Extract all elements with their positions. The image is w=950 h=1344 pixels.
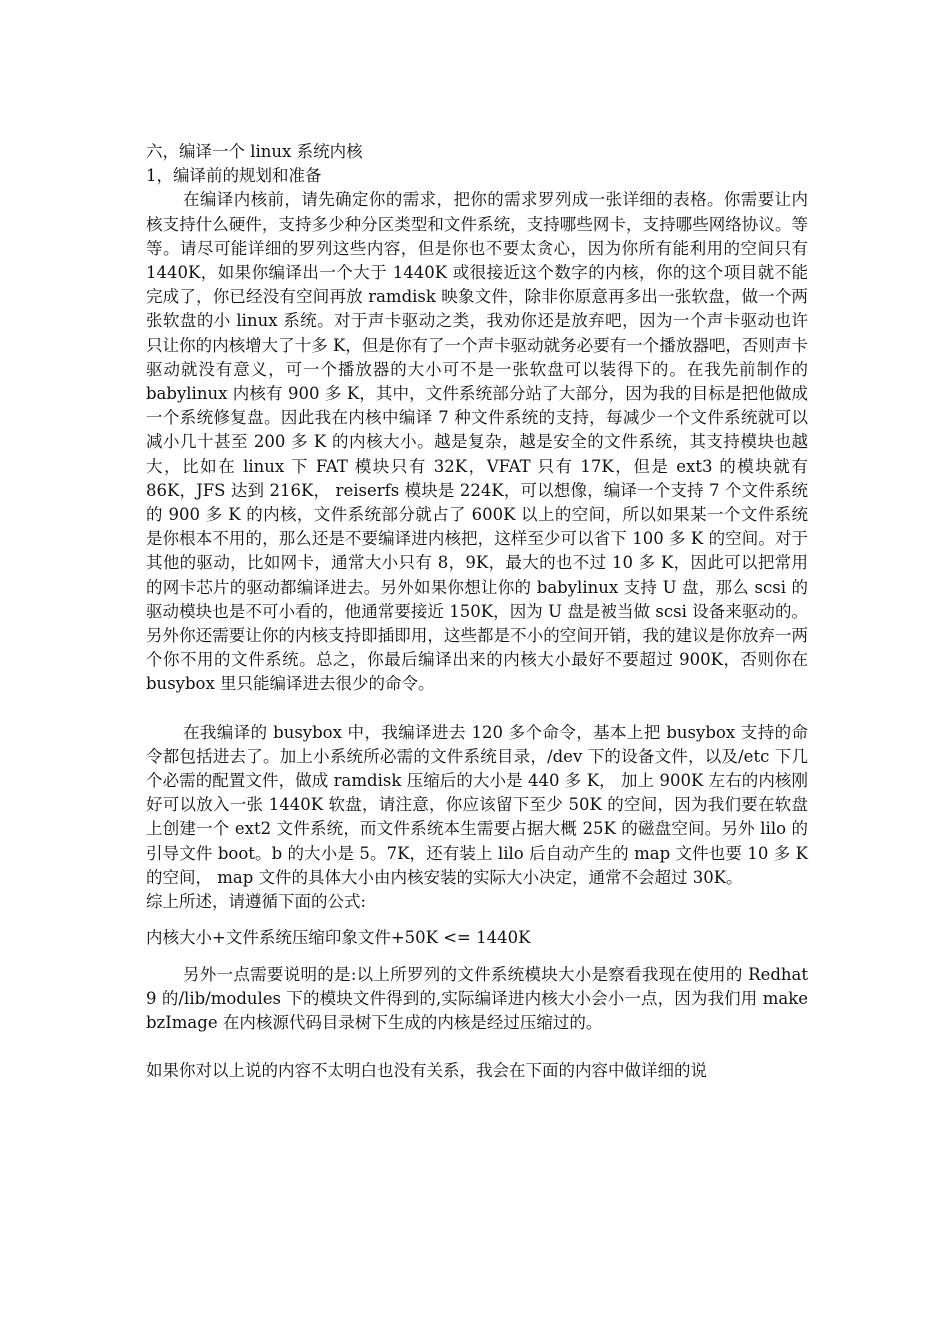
paragraph-busybox: 在我编译的 busybox 中，我编译进去 120 多个命令，基本上把 busybox 支持的命令都包括进去了。加上小系统所必需的文件系统目录，/dev 下的设备文件，以及/etc 下几个必需的配置文件，做成 ramdisk 压缩后的大小是 440 多 K， 加上 900K 左右的内核刚好可以放入一张 1440K 软盘，请注意，你应该留下至少 50K 的空间，因为我们要在软盘上创建一个 ext2 文件系统，而文件系统本生需要占据大概 25K 的磁盘空间。另外 lilo 的引导文件 boot。b 的大小是 5。7K，还有装上 lilo 后自动产生的 map 文件也要 10 多 K 的空间， map 文件的具体大小由内核安装的实际大小决定，通常不会超过 30K。 — [146, 722, 808, 887]
paragraph-planning: 在编译内核前，请先确定你的需求，把你的需求罗列成一张详细的表格。你需要让内核支持什么硬件，支持多少种分区类型和文件系统，支持哪些网卡，支持哪些网络协议。等等。请尽可能详细的罗列这些内容，但是你也不要太贪心，因为你所有能利用的空间只有 1440K，如果你编译出一个大于 1440K 或很接近这个数字的内核，你的这个项目就不能完成了，你已经没有空间再放 ramdisk 映象文件，除非你原意再多出一张软盘，做一个两张软盘的小 linux 系统。对于声卡驱动之类，我劝你还是放弃吧，因为一个声卡驱动也许只让你的内核增大了十多 K，但是你有了一个声卡驱动就务必要有一个播放器吧，否则声卡驱动就没有意义，可一个播放器的大小可不是一张软盘可以装得下的。在我先前制作的 babylinux 内核有 900 多 K，其中，文件系统部分站了大部分，因为我的目标是把他做成一个系统修复盘。因此我在内核中编译 7 种文件系统的支持，每减少一个文件系统就可以减小几十甚至 200 多 K 的内核大小。越是复杂，越是安全的文件系统，其支持模块也越大，比如在 linux 下 FAT 模块只有 32K，VFAT 只有 17K，但是 ext3 的模块就有 86K，JFS 达到 216K， reiserfs 模块是 224K，可以想像，编译一个支持 7 个文件系统的 900 多 K 的内核，文件系统部分就占了 600K 以上的空间，所以如果某一个文件系统是你根本不用的，那么还是不要编译进内核把，这样至少可以省下 100 多 K 的空间。对于其他的驱动，比如网卡，通常大小只有 8，9K，最大的也不过 10 多 K，因此可以把常用的网卡芯片的驱动都编译进去。另外如果你想让你的 babylinux 支持 U 盘，那么 scsi 的驱动模块也是不可小看的，他通常要接近 150K，因为 U 盘是被当做 scsi 设备来驱动的。另外你还需要让你的内核支持即插即用，这些都是不小的空间开销，我的建议是你放弃一两个你不用的文件系统。总之，你最后编译出来的内核大小最好不要超过 900K，否则你在 busybox 里只能编译进去很少的命令。 — [146, 190, 808, 694]
paragraph-spacer — [146, 1035, 808, 1059]
closing-line: 如果你对以上说的内容不太明白也没有关系，我会在下面的内容中做详细的说 — [146, 1061, 707, 1081]
paragraph-spacer — [146, 697, 808, 721]
section-title: 六，编译一个 linux 系统内核 — [146, 142, 363, 161]
subsection-title: 1，编译前的规划和准备 — [146, 166, 322, 186]
formula-line: 内核大小+文件系统压缩印象文件+50K <= 1440K — [146, 928, 531, 948]
document-body — [146, 140, 808, 1083]
paragraph-note: 另外一点需要说明的是:以上所罗列的文件系统模块大小是察看我现在使用的 Redhat 9 的/lib/modules 下的模块文件得到的,实际编译进内核大小会小一点，因为我们用 make bzImage 在内核源代码目录树下生成的内核是经过压缩过的。 — [146, 964, 808, 1032]
summary-line: 综上所述，请遵循下面的公式: — [146, 892, 367, 912]
